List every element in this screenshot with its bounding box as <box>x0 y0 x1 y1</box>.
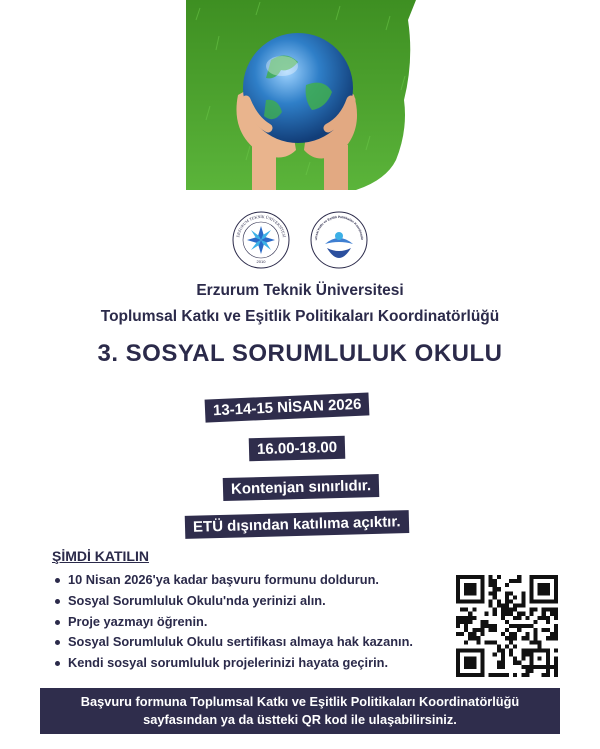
etu-logo <box>231 210 291 270</box>
open-note-tag: ETÜ dışından katılıma açıktır. <box>185 510 409 539</box>
join-heading: ŞİMDİ KATILIN <box>52 548 149 564</box>
university-name: Erzurum Teknik Üniversitesi <box>196 282 404 299</box>
office-logo-ring-text: umsal Katkı ve Eşitlik Politikaları Koordinatör <box>313 214 365 241</box>
footer-banner <box>40 688 560 734</box>
list-item: Sosyal Sorumluluk Okulu sertifikası almaya hak kazanın. <box>68 632 413 653</box>
footer-line-1: Başvuru formuna Toplumsal Katkı ve Eşitlik Politikaları Koordinatörlüğü <box>80 694 520 709</box>
etu-logo-year: 2010 <box>256 259 266 264</box>
event-dates-tag: 13-14-15 NİSAN 2026 <box>205 392 370 422</box>
footer-line-2: sayfasından ya da üstteki QR kod ile ulaşabilirsiniz. <box>143 712 457 727</box>
steps-list <box>52 570 413 674</box>
hero-globe-image <box>186 0 416 190</box>
list-item: 10 Nisan 2026'ya kadar başvuru formunu doldurun. <box>68 570 413 591</box>
list-item: Kendi sosyal sorumluluk projelerinizi hayata geçirin. <box>68 653 413 674</box>
qr-code-icon[interactable] <box>456 575 558 677</box>
list-item: Proje yazmayı öğrenin. <box>68 612 413 633</box>
logos-row <box>0 210 600 272</box>
office-logo <box>309 210 369 270</box>
etu-logo-ring-text: ERZURUM TEKNİK ÜNİVERSİTESİ <box>235 213 287 238</box>
office-name: Toplumsal Katkı ve Eşitlik Politikaları Koordinatörlüğü <box>100 308 500 325</box>
event-time-tag: 16.00-18.00 <box>249 436 346 462</box>
list-item: Sosyal Sorumluluk Okulu'nda yerinizi alın. <box>68 591 413 612</box>
quota-note-tag: Kontenjan sınırlıdır. <box>223 474 380 501</box>
event-title: 3. SOSYAL SORUMLULUK OKULU <box>97 340 503 367</box>
